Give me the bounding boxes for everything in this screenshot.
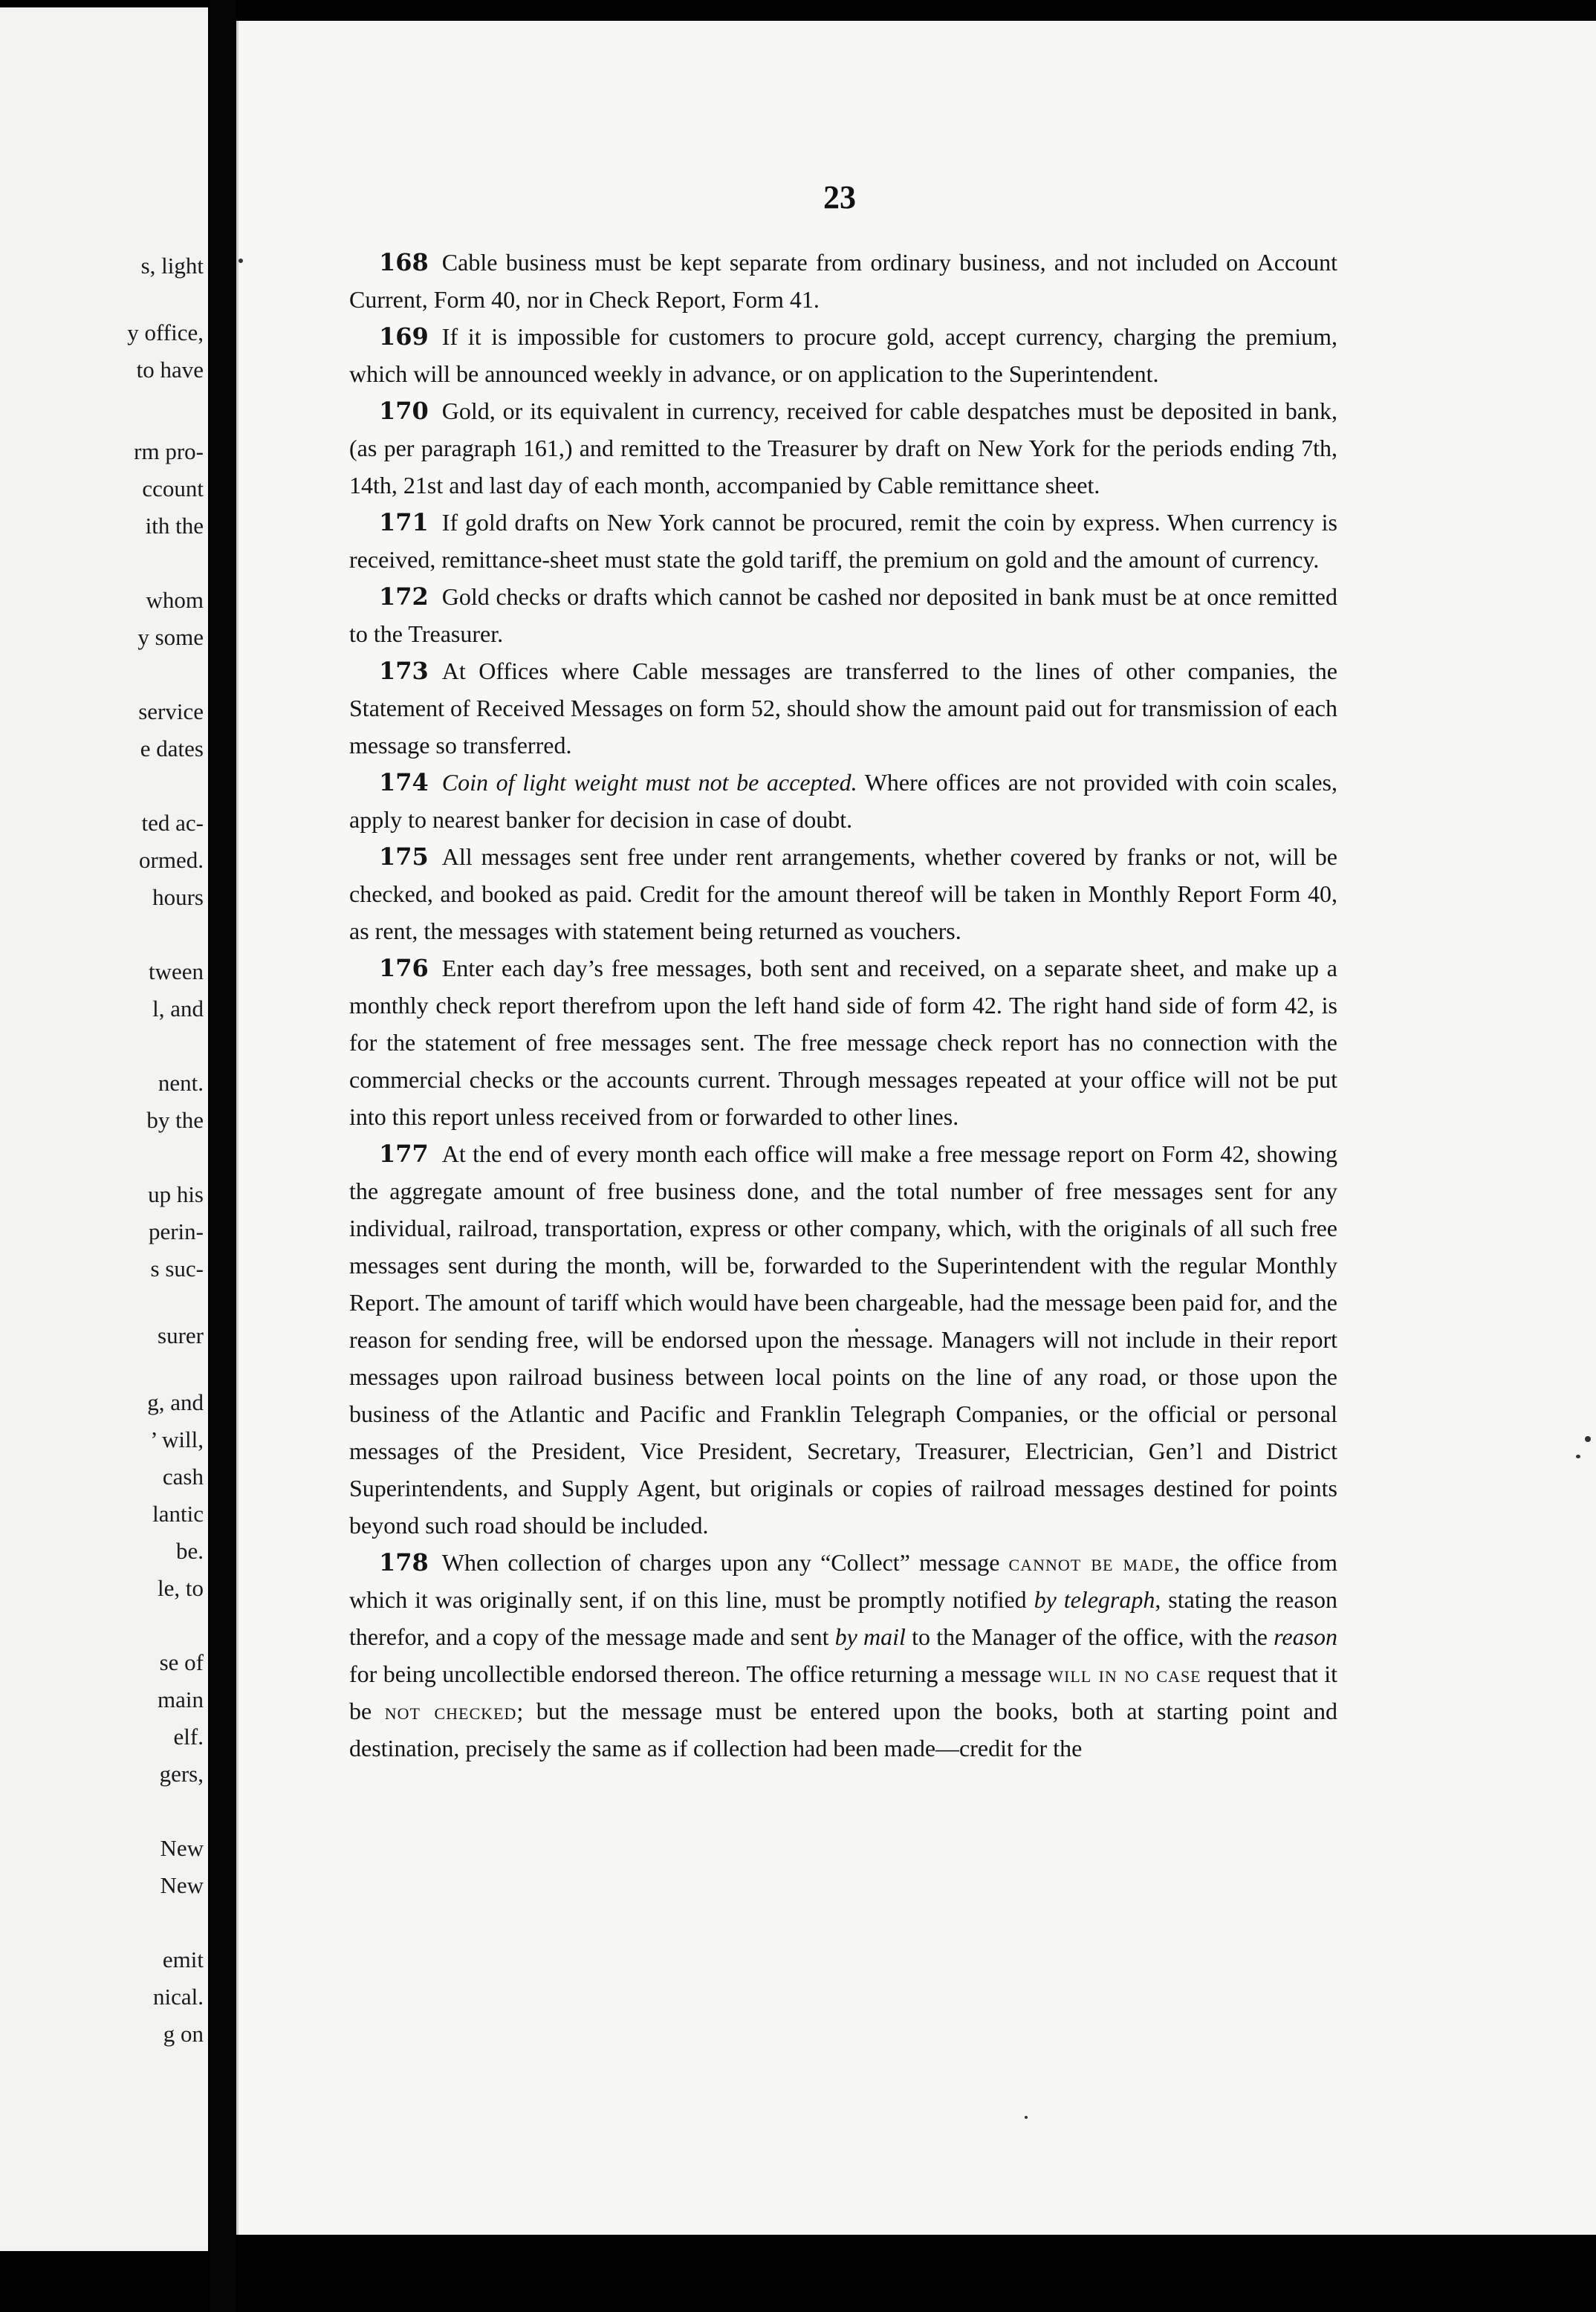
paragraph-text: When collection of charges upon any “Collect” message [441,1549,1009,1576]
left-page-fragment: cash [162,1464,204,1490]
paragraph-text: At the end of every month each office will make a free message report on Form 42, showing the aggregate amount of free business done, and the total number of free messages sent for any individual, railroad, transportation, express or other company, which, with the originals of all such free messages sent during the month, will be, forwarded to the Superintendent with the regular Monthly Report. The amount of tariff which would have been chargeable, had the message been paid for, and the reason for sending free, will be endorsed upon the message. Managers will not include in their report messages upon railroad business between local points on the line of any road, or those upon the business of the Atlantic and Pacific and Franklin Telegraph Companies, or the official or personal messages of the President, Vice President, Secretary, Treasurer, Electrician, Gen’l and District Superintendents, and Supply Agent, but originals or copies of railroad messages destined for points beyond such road should be included. [349,1140,1337,1539]
paragraph-text: If it is impossible for customers to procure gold, accept currency, charging the premium, which will be announced weekly in advance, or on application to the Superintendent. [349,323,1337,387]
left-page-fragment: surer [158,1322,204,1348]
left-page-fragment: ith the [145,513,204,539]
paragraph-176 [349,949,1337,1135]
paragraph-170 [349,392,1337,504]
paragraph-number: 174 [379,768,429,796]
left-page-fragment: New [160,1872,204,1898]
left-page-fragment: lantic [152,1501,204,1527]
left-page-fragment: l, and [152,996,204,1022]
small-caps-text: cannot be made [1008,1549,1175,1576]
left-page-fragment: whom [146,587,204,613]
paragraph-174 [349,764,1337,838]
paragraph-text: If gold drafts on New York cannot be procured, remit the coin by express. When currency is received, remittance-sheet must state the gold tariff, the premium on gold and the amount of currency. [349,509,1337,573]
left-page-fragment: ccount [142,475,204,501]
paragraph-text: Gold, or its equivalent in currency, received for cable despatches must be deposited in bank, (as per paragraph 161,) and remitted to the Treasurer by draft on New York for the periods ending 7th, 14th, 21st and last day of each month, accompanied by Cable remittance sheet. [349,397,1337,499]
paragraph-number: 168 [379,248,429,276]
paragraph-175 [349,838,1337,949]
paragraph-number: 178 [379,1548,429,1576]
paragraph-text: to the Manager of the office, with the [905,1623,1274,1650]
paragraph-text: request that it be [349,1660,1337,1724]
paragraph-177 [349,1135,1337,1544]
left-page-fragment: ormed. [139,847,204,873]
left-page-fragment: y some [137,624,204,650]
left-page-fragment: to have [136,357,204,383]
paragraph-number: 172 [379,582,429,611]
paragraph-number: 176 [379,954,429,982]
left-page-fragment: g, and [147,1389,204,1415]
paragraph-text: Where offices are not provided with coin scales, apply to nearest banker for decision in case of doubt. [349,769,1338,833]
paragraph-text: , the office from which it was originally sent, if on this line, must be promptly notified [349,1549,1338,1613]
paragraph-169 [349,318,1337,392]
left-page-fragment: up his [148,1181,204,1207]
paragraph-text: Enter each day’s free messages, both sent and received, on a separate sheet, and make up a monthly check report therefrom upon the left hand side of form 42. The right hand side of form 42, is for the statement of free messages sent. The free message check report has no connection with the commercial checks or the accounts current. Through messages repeated at your office will not be put into this report unless received from or forwarded to other lines. [349,955,1337,1130]
left-page-fragment: tween [148,958,204,984]
left-page-fragment: main [158,1686,204,1712]
paragraph-number: 171 [379,508,429,536]
paragraph-number: 169 [379,322,429,351]
left-page-edge [0,7,208,2251]
left-page-fragment: e dates [140,736,204,762]
left-page-fragment: hours [152,884,204,910]
paragraph-168 [349,244,1337,318]
left-page-fragment: nent. [158,1070,204,1096]
paragraph-171 [349,504,1337,578]
paragraph-text: Cable business must be kept separate from ordinary business, and not included on Account Current, Form 40, nor in Check Report, Form 41. [349,249,1337,313]
left-page-fragment: y office, [127,319,204,345]
left-page-fragment: New [160,1835,204,1861]
left-page-fragment: le, to [158,1575,204,1601]
page-number: 23 [823,179,856,215]
paragraph-text: Gold checks or drafts which cannot be cashed nor deposited in bank must be at once remitted to the Treasurer. [349,583,1337,647]
left-page-fragment: nical. [153,1984,204,2010]
book-gutter [210,0,236,2312]
left-page-fragment: by the [146,1107,204,1133]
italic-text: by mail [834,1623,906,1650]
italic-text: by telegraph [1034,1586,1155,1613]
left-page-fragment: elf. [173,1724,204,1750]
left-page-fragment: ted ac- [141,810,204,836]
paragraph-173 [349,652,1337,764]
paragraph-172 [349,578,1337,652]
left-page-fragment: s, light [140,253,204,279]
paragraph-text: for being uncollectible endorsed thereon. The office returning a message [349,1660,1048,1687]
paragraph-178 [349,1544,1337,1767]
left-page-fragment: se of [159,1649,204,1675]
left-page-fragment: rm pro- [134,438,204,464]
left-page-fragment: s suc- [150,1256,204,1282]
left-page-fragment: g on [163,2021,204,2047]
left-page-fragment: emit [162,1946,204,1972]
body-text [349,244,1337,1767]
paragraph-number: 175 [379,842,429,871]
paragraph-text: All messages sent free under rent arrangements, whether covered by franks or not, will be checked, and booked as paid. Credit for the amount thereof will be taken in Monthly Report Form 40, as rent, the messages with statement being returned as vouchers. [349,843,1337,944]
small-caps-text: not checked [384,1698,517,1724]
paragraph-text: , stating the reason therefor, and a copy of the message made and sent [349,1586,1338,1650]
paragraph-text: At Offices where Cable messages are transferred to the lines of other companies, the Statement of Received Messages on form 52, should show the amount paid out for transmission of each message so transferred. [349,657,1337,759]
paragraph-text: ; but the message must be entered upon the books, both at starting point and destination, precisely the same as if collection had been made—credit for the [349,1698,1338,1761]
paragraph-number: 173 [379,657,429,685]
left-page-fragment: service [138,698,204,724]
italic-text: reason [1274,1623,1338,1650]
paragraph-number: 177 [379,1140,429,1168]
italic-text: Coin of light weight must not be accepted. [441,769,857,796]
left-page-fragment: be. [175,1538,204,1564]
left-page-fragment: ’ will, [150,1426,204,1452]
paragraph-number: 170 [379,397,429,425]
left-page-fragment: perin- [148,1218,204,1244]
left-page-fragment: gers, [159,1761,204,1787]
small-caps-text: will in no case [1048,1660,1201,1687]
